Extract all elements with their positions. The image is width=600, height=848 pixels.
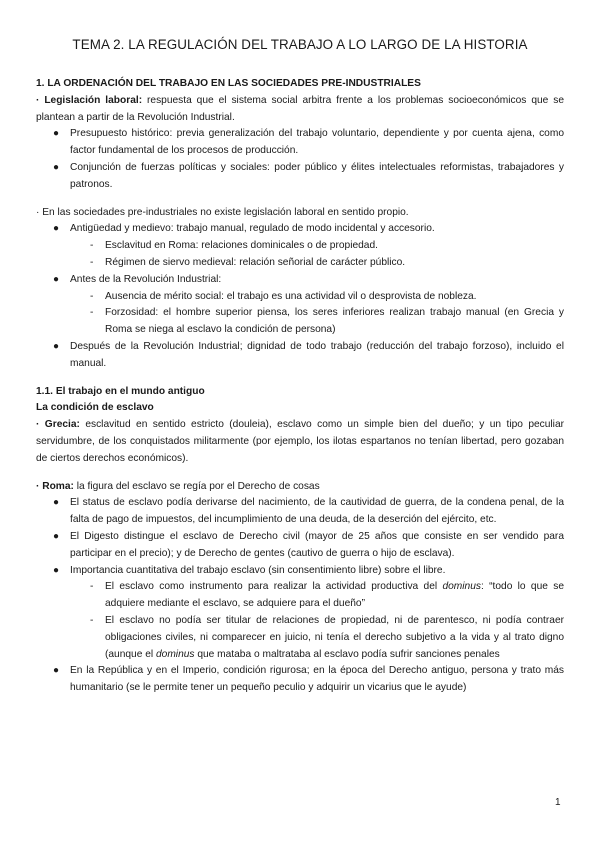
list-item xyxy=(36,495,564,529)
list-item-text: En la República y en el Imperio, condición rigurosa; en la época del Derecho antiguo, persona y trato más humanitario (se le permite tener un pequeño peculio y adquirir un vicarius que le ayude) xyxy=(70,665,564,694)
dash-icon: - xyxy=(90,307,94,319)
sublist xyxy=(70,238,564,272)
bullet-icon: ● xyxy=(53,665,60,677)
section-1-heading: 1. LA ORDENACIÓN DEL TRABAJO EN LAS SOCIEDADES PRE-INDUSTRIALES xyxy=(36,78,421,89)
roma-lead: · Roma: xyxy=(36,480,74,492)
list-item-text: El Digesto distingue el esclavo de Derecho civil (mayor de 25 años que consiste en ser vendido para participar en el precio); y de Derecho de gentes (cautivo de guerra o hijo de esclava). xyxy=(70,530,564,559)
bullet-icon: ● xyxy=(53,161,60,173)
sublist xyxy=(70,579,564,663)
sublist-item xyxy=(70,289,564,306)
legislacion-text: respuesta que el sistema social arbitra frente a los problemas socioeconómicos que se plantean a partir de la Revolución Industrial. xyxy=(36,94,564,123)
sublist-item-text: El esclavo como instrumento para realizar la actividad productiva del xyxy=(105,581,443,593)
list-item xyxy=(36,272,564,339)
roma-paragraph xyxy=(36,479,564,496)
roma-list xyxy=(36,495,564,697)
sublist-item-text: : “todo lo que se adquiere mediante el esclavo, se adquiere para el dueño” xyxy=(105,581,564,610)
dash-icon: - xyxy=(90,240,94,252)
bullet-icon: ● xyxy=(53,497,60,509)
list-item-text: Presupuesto histórico: previa generalización del trabajo voluntario, dependiente y por cuenta ajena, como factor fundamental de los procesos de producción. xyxy=(70,128,564,157)
sublist-item-text: El esclavo no podía ser titular de relaciones de propiedad, ni de parentesco, ni podía contraer obligaciones civiles, ni comparecer en juicio, ni tenía el derecho subjetivo a la vida y al trato digno (aunque el xyxy=(105,614,564,660)
list-item xyxy=(36,663,564,697)
list-item xyxy=(36,339,564,373)
bullet-icon: ● xyxy=(53,340,60,352)
dominus-term: dominus xyxy=(155,648,195,660)
dash-icon: - xyxy=(90,614,94,626)
roma-text: la figura del esclavo se regía por el Derecho de cosas xyxy=(73,480,320,492)
sublist-item-text: Ausencia de mérito social: el trabajo es una actividad vil o desprovista de nobleza. xyxy=(105,290,477,302)
sublist-item xyxy=(70,305,564,339)
bullet-icon: ● xyxy=(53,223,60,235)
presupuesto-list xyxy=(36,126,564,193)
sublist-item xyxy=(70,255,564,272)
list-item xyxy=(36,529,564,563)
list-item-text: El status de esclavo podía derivarse del nacimiento, de la cautividad de guerra, de la condena penal, de la falta de pago de impuestos, del incumplimiento de una deuda, de la deserción del ejército, etc. xyxy=(70,497,564,526)
dash-icon: - xyxy=(90,581,94,593)
list-item xyxy=(36,160,564,194)
bullet-icon: ● xyxy=(53,530,60,542)
sublist-item-text: que mataba o maltrataba al esclavo podía sufrir sanciones penales xyxy=(194,648,500,660)
list-item xyxy=(36,126,564,160)
legislacion-paragraph xyxy=(36,93,564,127)
document-title: TEMA 2. LA REGULACIÓN DEL TRABAJO A LO LARGO DE LA HISTORIA xyxy=(72,37,528,52)
sublist-item-text: Esclavitud en Roma: relaciones dominicales o de propiedad. xyxy=(105,240,378,252)
legislacion-lead: · Legislación laboral: xyxy=(36,94,143,106)
list-item-text: Conjunción de fuerzas políticas y sociales: poder público y élites intelectuales reformistas, trabajadores y patronos. xyxy=(70,161,564,190)
section-1-1-heading: 1.1. El trabajo en el mundo antiguo xyxy=(36,385,205,397)
list-item-text: Después de la Revolución Industrial; dignidad de todo trabajo (reducción del trabajo forzoso), incluido el manual. xyxy=(70,340,564,369)
sublist-item-text: Forzosidad: el hombre superior piensa, los seres inferiores realizan trabajo manual (en Grecia y Roma se niega al esclavo la condición de persona) xyxy=(105,307,564,336)
bullet-icon: ● xyxy=(53,128,60,140)
document-page xyxy=(36,36,564,697)
sublist-item xyxy=(70,613,564,663)
list-item-text: Antes de la Revolución Industrial: xyxy=(70,273,222,285)
bullet-icon: ● xyxy=(53,564,60,576)
section-subheading: La condición de esclavo xyxy=(36,402,154,414)
dominus-term: dominus xyxy=(442,581,481,593)
sublist-item-text: Régimen de siervo medieval: relación señorial de carácter público. xyxy=(105,256,406,268)
sublist xyxy=(70,289,564,339)
bullet-icon: ● xyxy=(53,273,60,285)
list-item-text: Antigüedad y medievo: trabajo manual, regulado de modo incidental y accesorio. xyxy=(70,223,435,235)
preindustrial-paragraph: · En las sociedades pre-industriales no existe legislación laboral en sentido propio. xyxy=(36,206,409,218)
list-item xyxy=(36,563,564,664)
page-number: 1 xyxy=(555,797,561,808)
grecia-lead: · Grecia: xyxy=(36,419,80,431)
sublist-item xyxy=(70,238,564,255)
preindustrial-list xyxy=(36,221,564,372)
grecia-text: esclavitud en sentido estricto (douleia), esclavo como un simple bien del dueño; y un tipo peculiar servidumbre, de los conquistados militarmente (por ejemplo, los ilotas espartanos no tenían libertad, pero gozaban de ciertos derechos económicos). xyxy=(36,419,565,464)
list-item xyxy=(36,221,564,271)
dash-icon: - xyxy=(90,290,94,302)
sublist-item xyxy=(70,579,564,613)
list-item-text: Importancia cuantitativa del trabajo esclavo (sin consentimiento libre) sobre el libre. xyxy=(70,564,446,576)
dash-icon: - xyxy=(90,256,94,268)
grecia-paragraph xyxy=(36,417,564,467)
